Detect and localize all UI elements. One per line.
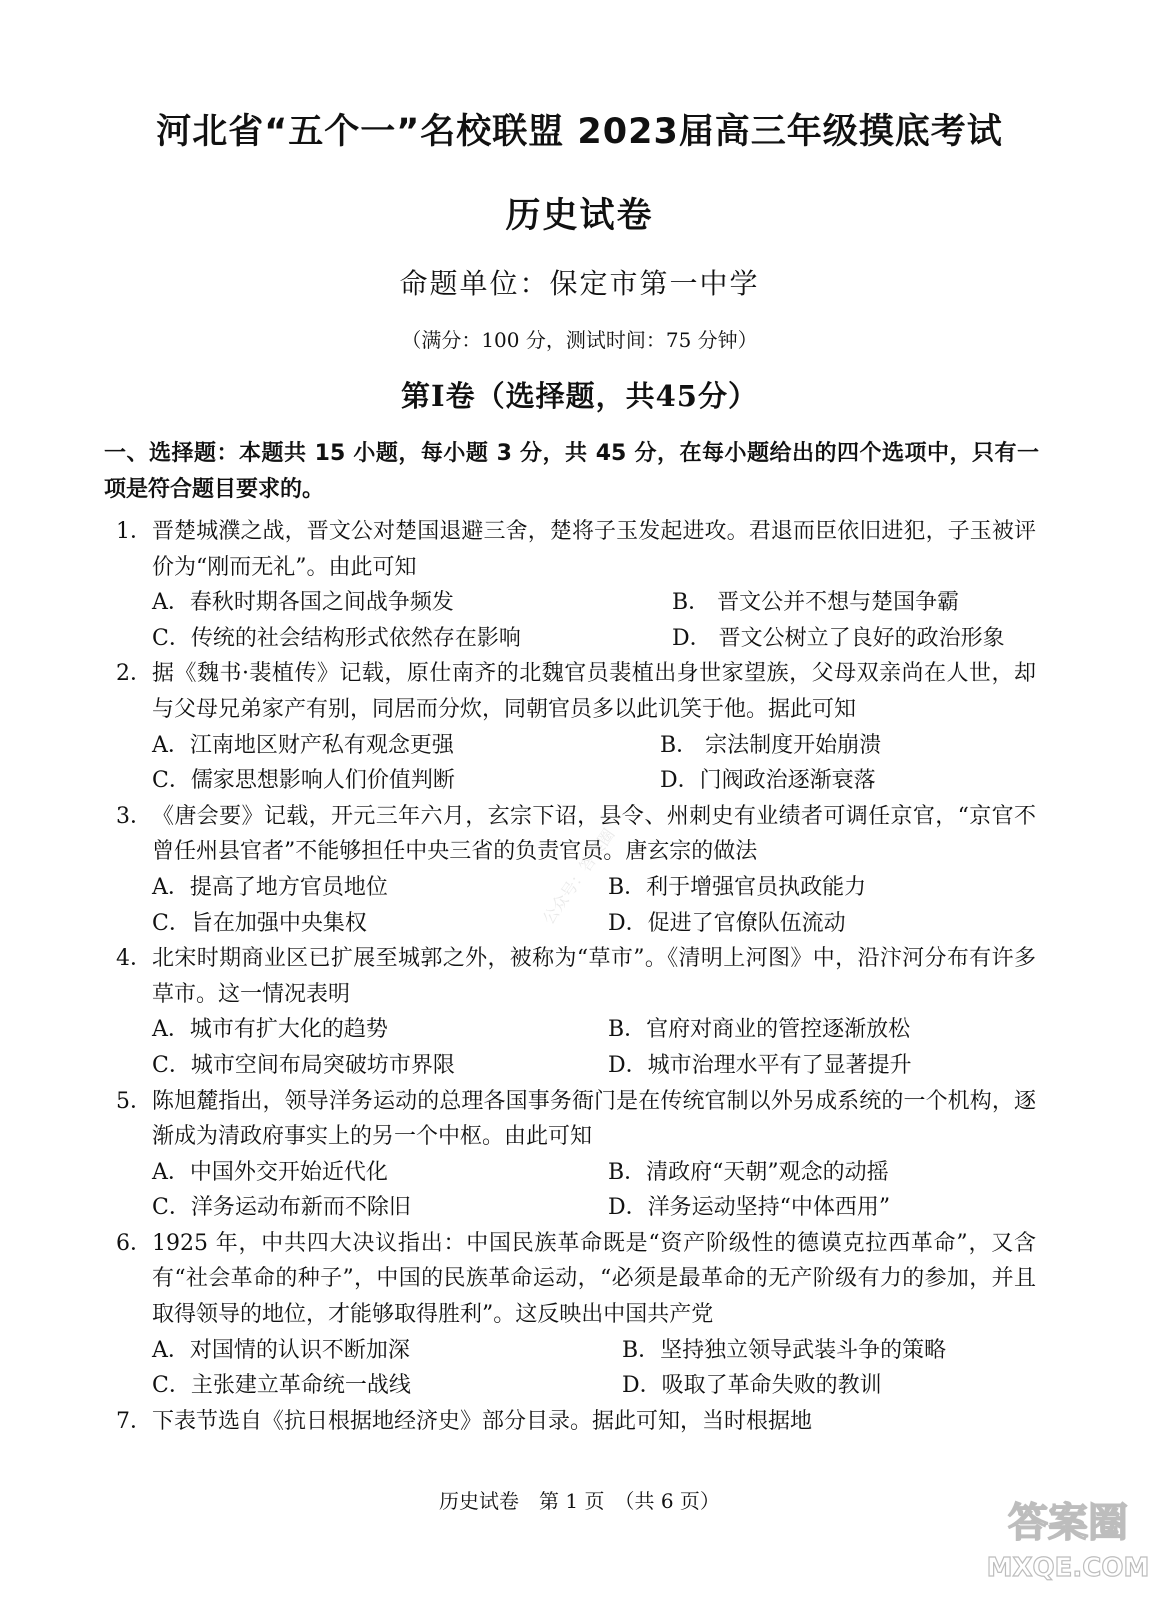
section-title: 第Ⅰ卷（选择题，共45分） xyxy=(401,379,758,413)
option-d: D．城市治理水平有了显著提升 xyxy=(608,1052,912,1078)
question-stem: 《唐会要》记载，开元三年六月，玄宗下诏，县令、州刺史有业绩者可调任京官，“京官不曾任州县官者”不能够担任中央三省的负责官员。唐玄宗的做法 xyxy=(152,803,1036,865)
option-c: C．旨在加强中央集权 xyxy=(152,910,367,936)
exam-author: 命题单位：保定市第一中学 xyxy=(399,267,760,300)
question-number: 3． xyxy=(116,803,152,829)
option-b: B．官府对商业的管控逐渐放松 xyxy=(608,1017,911,1043)
option-c: C．城市空间布局突破坊市界限 xyxy=(152,1052,455,1078)
question-number: 1． xyxy=(116,519,152,544)
question-stem: 1925 年，中共四大决议指出：中国民族革命既是“资产阶级性的德谟克拉西革命”，又含有“社会革命的种子”，中国的民族革命运动，“必须是最革命的无产阶级有力的参加，并且取得领导的地位，才能够取得胜利”。这反映出中国共产党 xyxy=(152,1230,1036,1328)
option-c: C．传统的社会结构形式依然存在影响 xyxy=(152,625,521,651)
watermark-text-en: MXQE.COM xyxy=(986,1553,1150,1583)
option-b: B．坚持独立领导武装斗争的策略 xyxy=(622,1337,947,1363)
option-c: C．主张建立革命统一战线 xyxy=(152,1373,411,1399)
watermark-logo xyxy=(986,1478,1150,1588)
option-a: A．城市有扩大化的趋势 xyxy=(152,1017,388,1043)
question-5 xyxy=(116,1084,1036,1226)
option-b: B．利于增强官员执政能力 xyxy=(608,874,867,900)
question-1 xyxy=(116,514,1036,656)
option-a: A．中国外交开始近代化 xyxy=(152,1159,388,1185)
question-number: 7． xyxy=(116,1408,152,1434)
exam-meta: （满分：100 分，测试时间：75 分钟） xyxy=(401,328,758,352)
question-6 xyxy=(116,1226,1036,1404)
option-b: B． 宗法制度开始崩溃 xyxy=(660,732,882,758)
faint-watermark xyxy=(460,760,619,928)
exam-subtitle: 历史试卷 xyxy=(505,196,654,236)
option-b: B． 晋文公并不想与楚国争霸 xyxy=(672,590,960,616)
question-number: 4． xyxy=(116,946,152,972)
option-d: D．促进了官僚队伍流动 xyxy=(608,910,846,936)
option-a: A．春秋时期各国之间战争频发 xyxy=(152,590,454,616)
question-4 xyxy=(116,941,1036,1083)
option-a: A．江南地区财产私有观念更强 xyxy=(152,732,454,758)
option-a: A．提高了地方官员地位 xyxy=(152,874,388,900)
option-d: D．吸取了革命失败的教训 xyxy=(622,1373,882,1399)
option-b: B．清政府“天朝”观念的动摇 xyxy=(608,1159,889,1185)
question-stem: 据《魏书·裴植传》记载，原仕南齐的北魏官员裴植出身世家望族，父母双亲尚在人世，却与父母兄弟家产有别，同居而分炊，同朝官员多以此讥笑于他。据此可知 xyxy=(152,661,1036,722)
section-instructions: 一、选择题：本题共 15 小题，每小题 3 分，共 45 分，在每小题给出的四个选项中，只有一项是符合题目要求的。 xyxy=(104,441,1039,502)
faint-watermark-text: 公众号：答案圈 xyxy=(538,825,619,928)
option-d: D． 晋文公树立了良好的政治形象 xyxy=(672,625,1005,651)
watermark-text-cn: 答案圈 xyxy=(1008,1500,1128,1546)
question-stem: 陈旭麓指出，领导洋务运动的总理各国事务衙门是在传统官制以外另成系统的一个机构，逐渐成为清政府事实上的另一个中枢。由此可知 xyxy=(152,1088,1036,1150)
option-d: D．门阀政治逐渐衰落 xyxy=(660,768,876,794)
question-7 xyxy=(116,1404,1036,1440)
question-number: 2． xyxy=(116,661,152,687)
question-list xyxy=(116,514,1036,1439)
option-d: D．洋务运动坚持“中体西用” xyxy=(608,1195,891,1221)
option-a: A．对国情的认识不断加深 xyxy=(152,1337,410,1363)
exam-title: 河北省“五个一”名校联盟 2023届高三年级摸底考试 xyxy=(156,112,1003,152)
question-stem: 下表节选自《抗日根据地经济史》部分目录。据此可知，当时根据地 xyxy=(152,1408,813,1434)
question-stem: 晋楚城濮之战，晋文公对楚国退避三舍，楚将子玉发起进攻。君退而臣依旧进犯，子玉被评价为“刚而无礼”。由此可知 xyxy=(152,519,1036,580)
option-c: C．洋务运动布新而不除旧 xyxy=(152,1195,411,1221)
question-stem: 北宋时期商业区已扩展至城郭之外，被称为“草市”。《清明上河图》中，沿汴河分布有许多草市。这一情况表明 xyxy=(152,946,1036,1007)
page-footer: 历史试卷 第 1 页 （共 6 页） xyxy=(439,1489,720,1513)
question-number: 6． xyxy=(116,1230,152,1256)
question-number: 5． xyxy=(116,1088,152,1114)
option-c: C．儒家思想影响人们价值判断 xyxy=(152,768,455,794)
